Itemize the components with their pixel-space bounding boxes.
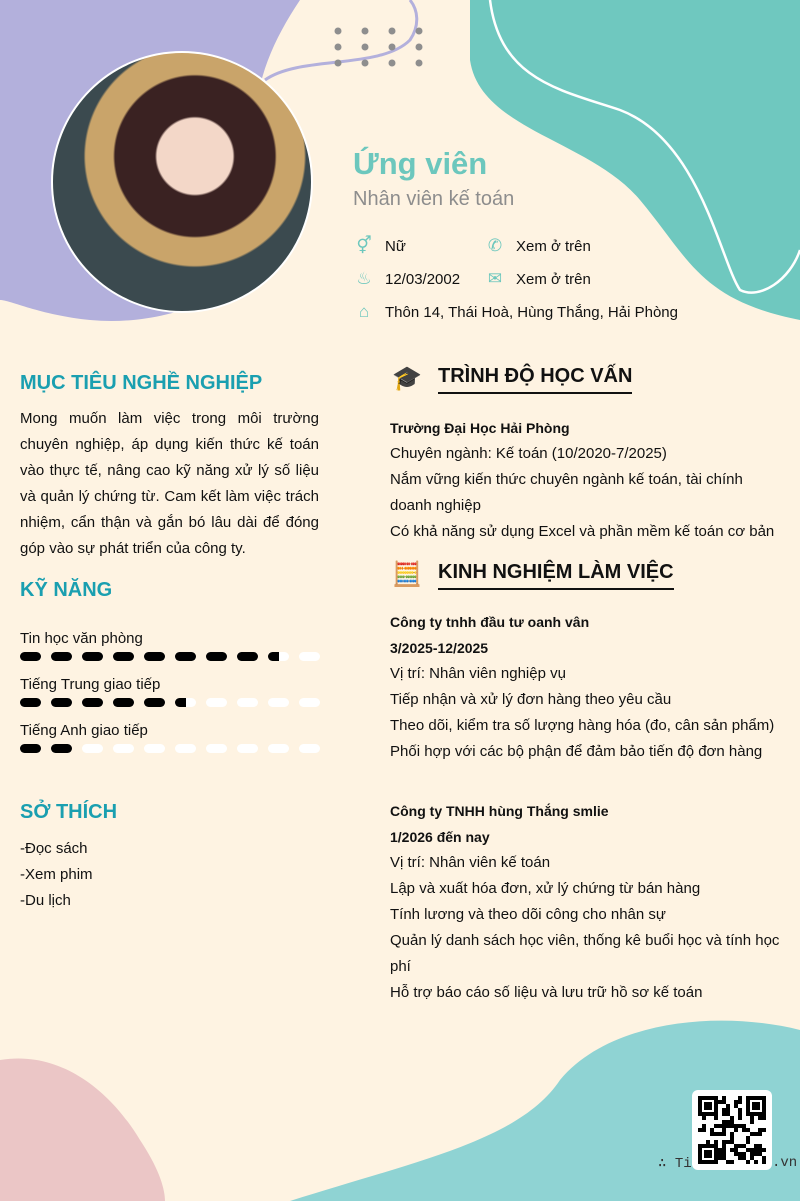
skill-label: Tiếng Trung giao tiếp bbox=[20, 676, 161, 693]
rating-dot bbox=[82, 744, 103, 753]
rating-dot bbox=[299, 744, 320, 753]
rating-dot bbox=[175, 652, 196, 661]
rating-dot bbox=[51, 744, 72, 753]
rating-dot bbox=[20, 744, 41, 753]
job-line: Hỗ trợ báo cáo số liệu và lưu trữ hồ sơ kế toán bbox=[390, 984, 703, 1001]
education-line: Có khả năng sử dụng Excel và phần mềm kế toán cơ bản bbox=[390, 523, 775, 540]
candidate-name: Ứng viên bbox=[353, 146, 488, 181]
job-line: Theo dõi, kiểm tra số lượng hàng hóa (đo, cân sản phẩm) bbox=[390, 717, 775, 734]
rating-dot bbox=[144, 744, 165, 753]
skill-item bbox=[20, 722, 320, 753]
rating-dot bbox=[268, 698, 289, 707]
skill-item bbox=[20, 676, 320, 707]
rating-dot bbox=[113, 744, 134, 753]
avatar-photo bbox=[51, 51, 313, 313]
job-line: Lập và xuất hóa đơn, xử lý chứng từ bán hàng bbox=[390, 880, 701, 897]
hobbies-list bbox=[20, 836, 93, 914]
rating-dot bbox=[237, 744, 258, 753]
job-company: Công ty tnhh đầu tư oanh vân bbox=[390, 614, 590, 630]
skills-title: KỸ NĂNG bbox=[20, 579, 113, 601]
address-info bbox=[353, 302, 678, 322]
birthday-cake-icon: ♨ bbox=[356, 269, 372, 288]
gender-info bbox=[353, 236, 406, 256]
job-period: 1/2026 đến nay bbox=[390, 829, 490, 845]
job-line: Tính lương và theo dõi công cho nhân sự bbox=[390, 906, 666, 923]
education-header bbox=[390, 364, 632, 394]
graduation-books-icon: 🎓 bbox=[392, 365, 422, 392]
rating-dot bbox=[20, 698, 41, 707]
whatsapp-icon: ✆ bbox=[487, 236, 503, 255]
hobby-item: -Du lịch bbox=[20, 892, 71, 909]
rating-dot bbox=[175, 698, 196, 707]
home-icon: ⌂ bbox=[358, 302, 370, 321]
rating-dot bbox=[268, 744, 289, 753]
job-line: Vị trí: Nhân viên kế toán bbox=[390, 854, 551, 871]
job-line: Quản lý danh sách học viên, thống kê buổi học và tính học phí bbox=[390, 932, 780, 975]
skill-label: Tin học văn phòng bbox=[20, 630, 143, 647]
education-title: TRÌNH ĐỘ HỌC VẤN bbox=[438, 365, 632, 394]
rating-dot bbox=[113, 652, 134, 661]
hobbies-title: SỞ THÍCH bbox=[20, 801, 118, 823]
rating-dot bbox=[299, 698, 320, 707]
education-line: Chuyên ngành: Kế toán (10/2020-7/2025) bbox=[390, 445, 667, 462]
rating-dot bbox=[268, 652, 289, 661]
hobby-item: -Đọc sách bbox=[20, 840, 88, 857]
rating-dot bbox=[206, 652, 227, 661]
job-line: Tiếp nhận và xử lý đơn hàng theo yêu cầu bbox=[390, 691, 672, 708]
rating-dot bbox=[113, 698, 134, 707]
calculator-icon: 🧮 bbox=[392, 561, 422, 588]
rating-dot bbox=[82, 698, 103, 707]
rating-dot bbox=[206, 744, 227, 753]
gender-value: Nữ bbox=[385, 237, 406, 255]
email-info bbox=[484, 269, 591, 289]
qr-code[interactable] bbox=[692, 1090, 772, 1170]
experience-header bbox=[390, 560, 674, 590]
objective-title: MỤC TIÊU NGHỀ NGHIỆP bbox=[20, 372, 263, 394]
footer-brand-left: ∴ Ti bbox=[658, 1156, 692, 1172]
hobby-item: -Xem phim bbox=[20, 866, 93, 883]
address-value: Thôn 14, Thái Hoà, Hùng Thắng, Hải Phòng bbox=[385, 303, 678, 321]
job-company: Công ty TNHH hùng Thắng smlie bbox=[390, 803, 609, 819]
rating-dot bbox=[237, 652, 258, 661]
skill-item bbox=[20, 630, 320, 661]
job-line: Vị trí: Nhân viên nghiệp vụ bbox=[390, 665, 566, 682]
job-block bbox=[390, 609, 780, 765]
phone-info bbox=[484, 236, 591, 256]
rating-dot bbox=[82, 652, 103, 661]
education-block bbox=[390, 415, 780, 545]
skill-rating bbox=[20, 744, 320, 753]
gender-icon: ⚥ bbox=[356, 236, 372, 255]
objective-text: Mong muốn làm việc trong môi trường chuyên nghiệp, áp dụng kiến thức kế toán vào thực tế, nâng cao kỹ năng xử lý số liệu và quản lý chứng từ. Cam kết làm việc trách nhiệm, cẩn thận và gắn bó lâu dài để đóng góp vào sự phát triển của công ty. bbox=[20, 410, 319, 557]
experience-title: KINH NGHIỆM LÀM VIỆC bbox=[438, 561, 674, 590]
rating-dot bbox=[237, 698, 258, 707]
rating-dot bbox=[175, 744, 196, 753]
rating-dot bbox=[299, 652, 320, 661]
skill-rating bbox=[20, 652, 320, 661]
rating-dot bbox=[144, 652, 165, 661]
rating-dot bbox=[51, 698, 72, 707]
email-value: Xem ở trên bbox=[516, 270, 591, 288]
skill-label: Tiếng Anh giao tiếp bbox=[20, 722, 148, 739]
phone-value: Xem ở trên bbox=[516, 237, 591, 255]
rating-dot bbox=[144, 698, 165, 707]
dob-info bbox=[353, 269, 460, 289]
job-line: Phối hợp với các bộ phận để đảm bảo tiến độ đơn hàng bbox=[390, 743, 763, 760]
rating-dot bbox=[51, 652, 72, 661]
envelope-icon: ✉ bbox=[487, 269, 503, 288]
dob-value: 12/03/2002 bbox=[385, 270, 461, 288]
job-block bbox=[390, 798, 780, 1006]
rating-dot bbox=[206, 698, 227, 707]
skill-rating bbox=[20, 698, 320, 707]
education-line: Nắm vững kiến thức chuyên ngành kế toán, tài chính doanh nghiệp bbox=[390, 471, 743, 514]
school-name: Trường Đại Học Hải Phòng bbox=[390, 420, 570, 436]
job-period: 3/2025-12/2025 bbox=[390, 640, 489, 656]
rating-dot bbox=[20, 652, 41, 661]
footer-brand-right: .vn bbox=[772, 1155, 798, 1171]
candidate-role: Nhân viên kế toán bbox=[353, 188, 515, 210]
